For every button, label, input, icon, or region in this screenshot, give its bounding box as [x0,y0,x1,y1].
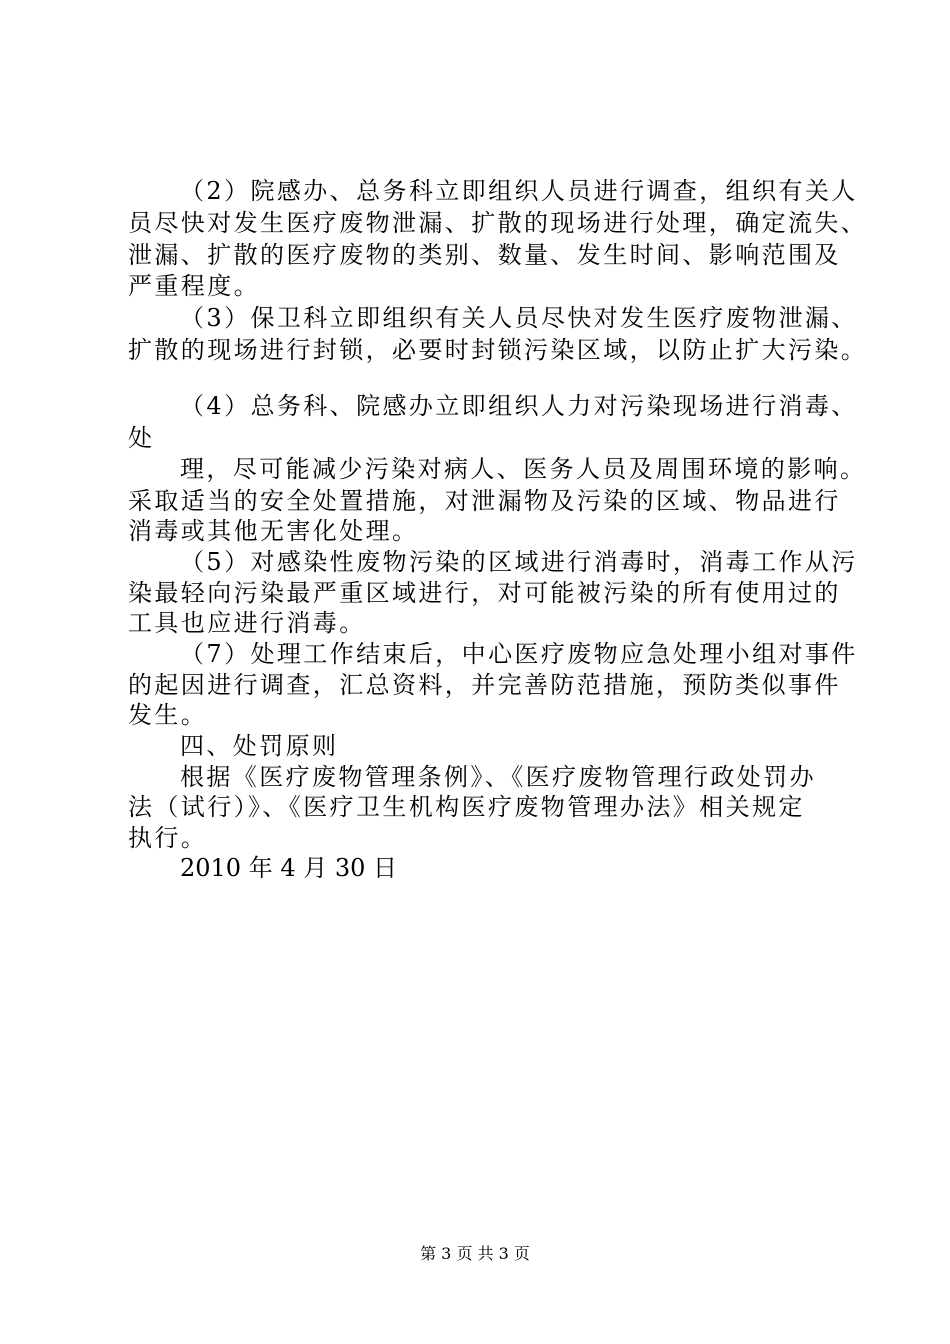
section-heading: 四、处罚原则 [180,732,339,760]
paragraph-7-line-1: （7）处理工作结束后，中心医疗废物应急处理小组对事件 [180,640,858,668]
paragraph-2-line-2: 员尽快对发生医疗废物泄漏、扩散的现场进行处理，确定流失、 [128,209,868,237]
paragraph-4-line-3: 理，尽可能减少污染对病人、医务人员及周围环境的影响。 [180,455,867,483]
paragraph-4-line-5: 消毒或其他无害化处理。 [128,517,419,545]
paragraph-4-line-1: （4）总务科、院感办立即组织人力对污染现场进行消毒、 [180,392,858,420]
penalty-line-2: 法（试行）》、《医疗卫生机构医疗废物管理办法》相关规定 [128,793,805,821]
penalty-line-3: 执行。 [128,824,208,852]
document-date: 2010 年 4 月 30 日 [180,854,398,882]
paragraph-7-line-2: 的起因进行调查，汇总资料，并完善防范措施，预防类似事件 [128,671,841,699]
paragraph-3-line-2: 扩散的现场进行封锁，必要时封锁污染区域，以防止扩大污染。 [128,336,868,364]
paragraph-4-line-4: 采取适当的安全处置措施，对泄漏物及污染的区域、物品进行 [128,487,841,515]
paragraph-2-line-3: 泄漏、扩散的医疗废物的类别、数量、发生时间、影响范围及 [128,241,841,269]
paragraph-5-line-3: 工具也应进行消毒。 [128,609,366,637]
paragraph-3-line-1: （3）保卫科立即组织有关人员尽快对发生医疗废物泄漏、 [180,304,858,332]
penalty-line-1: 根据《医疗废物管理条例》、《医疗废物管理行政处罚办 [180,763,816,791]
paragraph-2-line-1: （2）院感办、总务科立即组织人员进行调查，组织有关人 [180,177,858,205]
paragraph-2-line-4: 严重程度。 [128,272,260,300]
page-footer: 第 3 页 共 3 页 [420,1244,530,1263]
paragraph-5-line-1: （5）对感染性废物污染的区域进行消毒时，消毒工作从污 [180,548,858,576]
paragraph-4-line-2: 处 [128,424,155,452]
paragraph-5-line-2: 染最轻向污染最严重区域进行，对可能被污染的所有使用过的 [128,579,841,607]
paragraph-7-line-3: 发生。 [128,701,208,729]
